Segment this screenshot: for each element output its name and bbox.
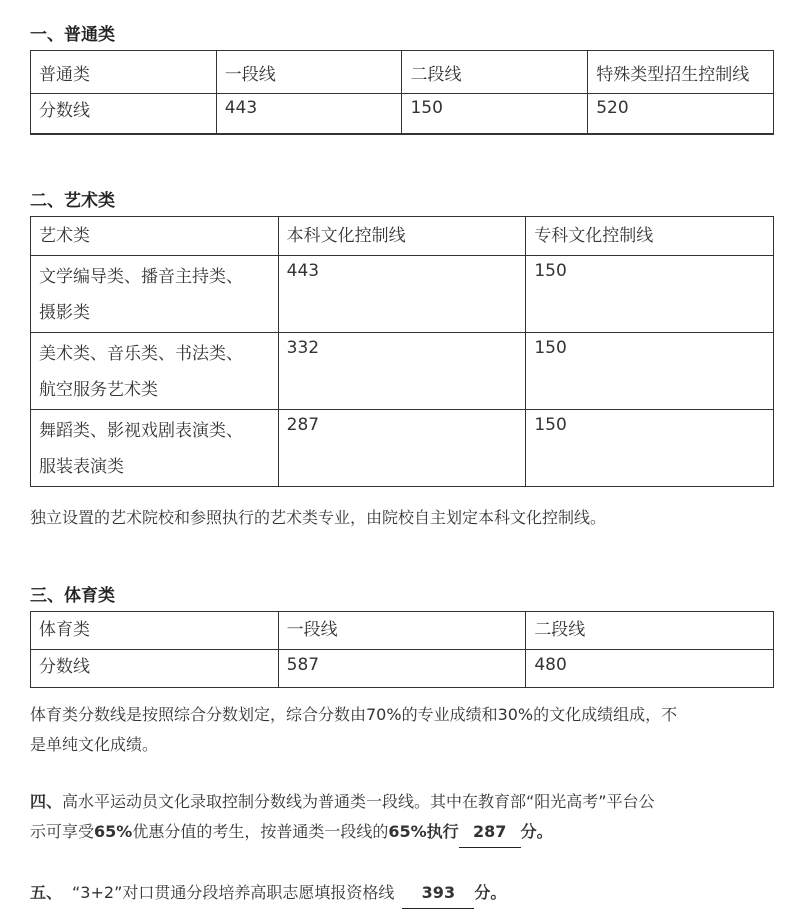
- value-cell: 287: [278, 410, 526, 487]
- sports-note-line: 体育类分数线是按照综合分数划定，综合分数由70%的专业成绩和30%的文化成绩组成，不: [30, 705, 678, 724]
- paragraph-line: [30, 787, 775, 817]
- score-unit: 分。: [474, 883, 507, 902]
- value-cell: 587: [278, 650, 526, 688]
- value-cell: 332: [278, 333, 526, 410]
- section-heading-sports: 三、体育类: [30, 586, 115, 606]
- table-row: [31, 256, 774, 333]
- paragraph-text: 示可享受: [30, 822, 95, 841]
- table-header-row: [31, 612, 774, 650]
- category-cell: [31, 410, 279, 487]
- score-value-underlined: 287: [459, 817, 521, 848]
- vocational-paragraph: [30, 878, 775, 909]
- category-cell: [31, 333, 279, 410]
- header-cell: 体育类: [31, 612, 279, 650]
- header-cell: 二段线: [526, 612, 774, 650]
- header-cell: 二段线: [402, 51, 588, 94]
- section-number: 五、: [30, 883, 63, 902]
- paragraph-text: “3+2”对口贯通分段培养高职志愿填报资格线: [72, 883, 395, 902]
- header-cell: 艺术类: [31, 217, 279, 256]
- paragraph-text: 高水平运动员文化录取控制分数线为普通类一段线。其中在教育部“阳光高考”平台公: [62, 792, 655, 811]
- table-header-row: [31, 217, 774, 256]
- value-cell: 443: [216, 94, 402, 134]
- header-cell: 普通类: [31, 51, 217, 94]
- sports-score-table: [30, 611, 774, 688]
- value-cell: 150: [526, 256, 774, 333]
- score-value-underlined: 393: [402, 878, 474, 909]
- value-cell: 150: [402, 94, 588, 134]
- score-unit: 分。: [520, 822, 553, 841]
- percent-highlight: 65%: [94, 822, 133, 841]
- header-cell: 一段线: [278, 612, 526, 650]
- category-line: 服装表演类: [39, 457, 124, 477]
- percent-highlight: 65%执行: [388, 822, 459, 841]
- table-row: [31, 410, 774, 487]
- paragraph-text: 优惠分值的考生，按普通类一段线的: [132, 822, 389, 841]
- value-cell: 150: [526, 410, 774, 487]
- section-heading-art: 二、艺术类: [30, 191, 115, 211]
- table-header-row: [31, 51, 774, 94]
- art-note: 独立设置的艺术院校和参照执行的艺术类专业，由院校自主划定本科文化控制线。: [30, 508, 607, 527]
- category-line: 文学编导类、播音主持类、: [39, 267, 243, 287]
- section-number: 四、: [30, 792, 63, 811]
- value-cell: 520: [588, 94, 774, 134]
- value-cell: 150: [526, 333, 774, 410]
- value-cell: 443: [278, 256, 526, 333]
- header-cell: 专科文化控制线: [526, 217, 774, 256]
- category-line: 舞蹈类、影视戏剧表演类、: [39, 421, 243, 441]
- category-line: 美术类、音乐类、书法类、: [39, 344, 243, 364]
- header-cell: 一段线: [216, 51, 402, 94]
- category-cell: [31, 256, 279, 333]
- row-label-cell: 分数线: [31, 94, 217, 134]
- sports-note-line: 是单纯文化成绩。: [30, 735, 159, 754]
- paragraph-line: [30, 817, 775, 848]
- table-row: [31, 94, 774, 134]
- category-line: 航空服务艺术类: [39, 380, 158, 400]
- section-heading-general: 一、普通类: [30, 25, 115, 45]
- row-label-cell: 分数线: [31, 650, 279, 688]
- table-row: [31, 333, 774, 410]
- sports-note: [30, 700, 775, 760]
- header-cell: 特殊类型招生控制线: [588, 51, 774, 94]
- category-line: 摄影类: [39, 303, 90, 323]
- general-score-table: [30, 50, 774, 135]
- art-score-table: [30, 216, 774, 487]
- elite-athlete-paragraph: [30, 787, 775, 848]
- header-cell: 本科文化控制线: [278, 217, 526, 256]
- value-cell: 480: [526, 650, 774, 688]
- table-row: [31, 650, 774, 688]
